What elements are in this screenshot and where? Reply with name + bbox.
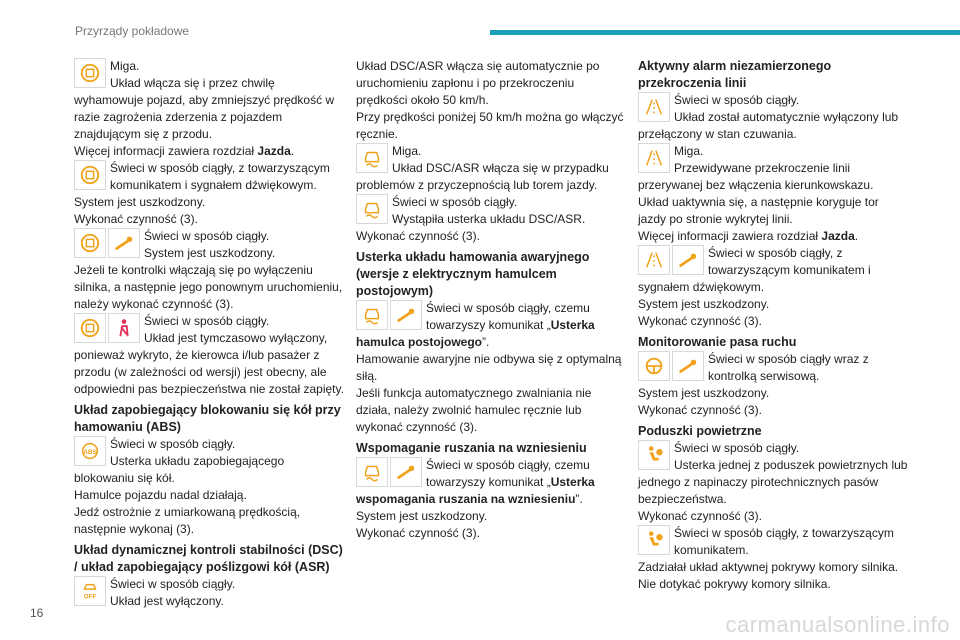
airbag-icon — [638, 525, 670, 555]
lane-departure-icon — [638, 245, 670, 275]
dsc-off-icon — [74, 576, 106, 606]
text-line: Świeci w sposób ciągły. — [392, 195, 518, 209]
wrench-icon — [672, 351, 704, 381]
text-line: Wykonać czynność (3). — [356, 229, 480, 243]
section-heading: Usterka układu hamowania awaryjnego (wersje z elektrycznym hamulcem postojowym) — [356, 250, 590, 298]
text-line: Wykonać czynność (3). — [74, 212, 198, 226]
dsc-icon — [356, 300, 388, 330]
icon-group — [638, 351, 704, 381]
icon-group — [356, 457, 422, 487]
section-heading: Układ zapobiegający blokowaniu się kół przy hamowaniu (ABS) — [74, 403, 341, 434]
section-heading: Aktywny alarm niezamierzonego przekroczenia linii — [638, 59, 832, 90]
icon-group — [638, 92, 670, 122]
section-heading: Wspomaganie ruszania na wzniesieniu — [356, 441, 587, 455]
text-line: Jeżeli te kontrolki włączają się po wyłączeniu silnika, a następnie jego ponownym uruchomieniu, należy wykonać czynność (3). — [74, 263, 343, 311]
text-line: Wykonać czynność (3). — [356, 526, 480, 540]
text-line: Świeci w sposób ciągły. — [674, 441, 800, 455]
airbag-icon — [638, 440, 670, 470]
wrench-icon — [390, 300, 422, 330]
icon-group — [638, 440, 670, 470]
text-line: Więcej informacji zawiera rozdział Jazda. — [74, 144, 295, 158]
section-heading: Monitorowanie pasa ruchu — [638, 335, 797, 349]
page-number: 16 — [30, 606, 44, 620]
text-line: Układ jest wyłączony. — [110, 594, 224, 608]
column-3 — [638, 58, 908, 593]
collision-warning-icon — [74, 58, 106, 88]
text-line: System jest uszkodzony. — [638, 386, 770, 400]
icon-group — [638, 525, 670, 555]
svg-text:OFF: OFF — [83, 593, 97, 601]
text-line: Świeci w sposób ciągły. — [110, 437, 236, 451]
svg-text:ABS: ABS — [83, 448, 97, 456]
text-line: Świeci w sposób ciągły wraz z kontrolką serwisową. — [708, 352, 869, 383]
icon-group — [356, 300, 422, 330]
icon-group — [638, 143, 670, 173]
collision-warning-icon — [74, 313, 106, 343]
icon-group — [74, 160, 106, 190]
text-line: Hamowanie awaryjne nie odbywa się z optymalną siłą. — [356, 352, 622, 383]
icon-group — [74, 228, 140, 258]
dsc-icon — [356, 143, 388, 173]
text-line: Jeśli funkcja automatycznego zwalniania nie działa, należy zwolnić hamulec ręcznie lub wykonać czynność (3). — [356, 386, 592, 434]
wrench-icon — [672, 245, 704, 275]
text-line: Zadziałał układ aktywnej pokrywy komory silnika. — [638, 560, 899, 574]
lane-departure-icon — [638, 92, 670, 122]
text-line: System jest uszkodzony. — [638, 297, 770, 311]
text-line: Układ został automatycznie wyłączony lub przełączony w stan czuwania. — [638, 110, 899, 141]
icon-group — [74, 436, 106, 466]
lane-departure-icon — [638, 143, 670, 173]
icon-group — [356, 194, 388, 224]
text-line: Układ DSC/ASR włącza się w przypadku problemów z przyczepnością lub torem jazdy. — [356, 161, 609, 192]
text-line: Usterka jednej z poduszek powietrznych lub jednego z napinaczy pirotechnicznych pasów bezpieczeństwa. — [638, 458, 908, 506]
section-heading: Układ dynamicznej kontroli stabilności (DSC) / układ zapobiegający poślizgowi kół (ASR) — [74, 543, 343, 574]
text-line: Świeci w sposób ciągły, z towarzyszącym komunikatem. — [674, 526, 894, 557]
icon-group — [74, 313, 140, 343]
dsc-icon — [356, 457, 388, 487]
text-line: Nie dotykać pokrywy komory silnika. — [638, 577, 831, 591]
text-line: Świeci w sposób ciągły. — [144, 229, 270, 243]
icon-group — [356, 143, 388, 173]
steering-wheel-icon — [638, 351, 670, 381]
watermark: carmanualsonline.info — [725, 612, 950, 637]
text-line: System jest uszkodzony. — [74, 195, 206, 209]
text-line: Świeci w sposób ciągły. — [144, 314, 270, 328]
collision-warning-icon — [74, 228, 106, 258]
text-line: System jest uszkodzony. — [144, 246, 276, 260]
text-line: Układ uaktywnia się, a następnie koryguje tor jazdy po stronie wykrytej linii. — [638, 195, 879, 226]
seatbelt-icon — [108, 313, 140, 343]
text-line: Wykonać czynność (3). — [638, 403, 762, 417]
text-line: Świeci w sposób ciągły. — [674, 93, 800, 107]
column-2 — [356, 58, 626, 542]
text-line: System jest uszkodzony. — [356, 509, 488, 523]
text-line: Hamulce pojazdu nadal działają. — [74, 488, 247, 502]
text-line: Świeci w sposób ciągły, z towarzyszącym komunikatem i sygnałem dźwiękowym. — [638, 246, 871, 294]
text-line: Jedź ostrożnie z umiarkowaną prędkością, następnie wykonaj (3). — [74, 505, 301, 536]
collision-warning-icon — [74, 160, 106, 190]
text-line: Wystąpiła usterka układu DSC/ASR. — [392, 212, 586, 226]
text-line: Przewidywane przekroczenie linii przerywanej bez włączenia kierunkowskazu. — [638, 161, 874, 192]
page-header-title: Przyrządy pokładowe — [75, 24, 190, 38]
text-line: Świeci w sposób ciągły, czemu towarzyszy komunikat „Usterka hamulca postojowego”. — [356, 301, 595, 349]
icon-group — [638, 245, 704, 275]
text-line: Wykonać czynność (3). — [638, 509, 762, 523]
text-line: Wykonać czynność (3). — [638, 314, 762, 328]
text-line: Świeci w sposób ciągły, czemu towarzyszy komunikat „Usterka wspomagania ruszania na wzniesieniu”. — [356, 458, 595, 506]
text-line: Miga. — [674, 144, 704, 158]
text-line: Układ włącza się i przez chwilę wyhamowuje pojazd, aby zmniejszyć prędkość w razie zagrożenia zderzenia z pojazdem znajdującym się z przodu. — [74, 76, 335, 141]
header-accent-bar — [490, 30, 960, 35]
text-line: Świeci w sposób ciągły. — [110, 577, 236, 591]
dsc-icon — [356, 194, 388, 224]
text-line: Układ DSC/ASR włącza się automatycznie po uruchomieniu zapłonu i po przekroczeniu prędkości około 50 km/h. — [356, 59, 600, 107]
abs-icon — [74, 436, 106, 466]
column-1 — [74, 58, 344, 610]
text-line: Miga. — [392, 144, 422, 158]
text-line: Miga. — [110, 59, 140, 73]
wrench-icon — [390, 457, 422, 487]
text-line: Usterka układu zapobiegającego blokowaniu się kół. — [74, 454, 285, 485]
icon-group — [74, 576, 106, 606]
text-line: Więcej informacji zawiera rozdział Jazda. — [638, 229, 859, 243]
icon-group — [74, 58, 106, 88]
text-line: Przy prędkości poniżej 50 km/h można go włączyć ręcznie. — [356, 110, 624, 141]
text-line: Świeci w sposób ciągły, z towarzyszącym komunikatem i sygnałem dźwiękowym. — [110, 161, 330, 192]
section-heading: Poduszki powietrzne — [638, 424, 762, 438]
text-line: Układ jest tymczasowo wyłączony, ponieważ wykryto, że kierowca i/lub pasażer z przodu (w zależności od wersji) jest obecny, ale odpowiedni pas bezpieczeństwa nie został zapięty. — [74, 331, 344, 396]
wrench-icon — [108, 228, 140, 258]
